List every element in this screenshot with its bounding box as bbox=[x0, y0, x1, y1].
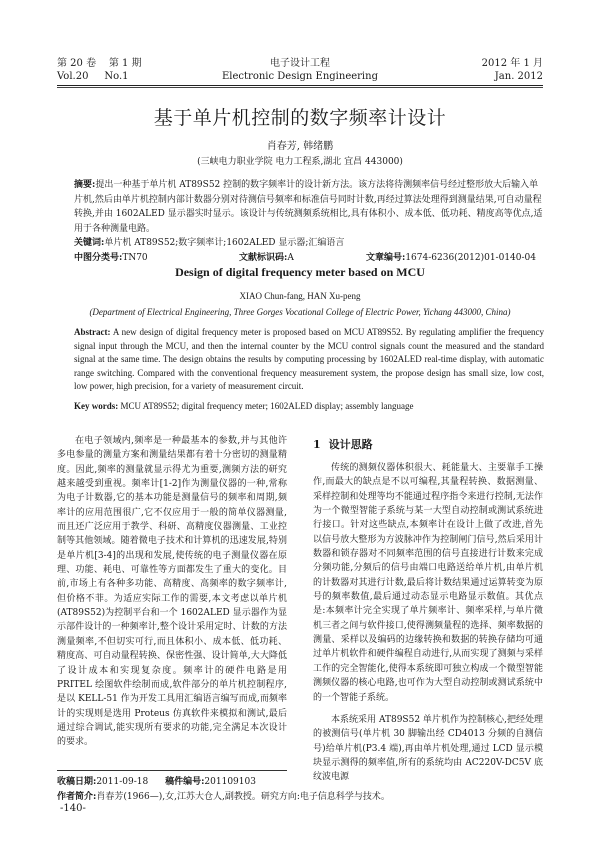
abstract-en bbox=[74, 326, 544, 394]
keywords-en-text: MCU AT89S52; digital frequency meter; 1602ALED display; assembly language bbox=[120, 401, 414, 411]
footnote-rule bbox=[57, 770, 287, 771]
date-en: Jan. 2012 bbox=[494, 71, 543, 82]
section-1-title: 设计思路 bbox=[328, 438, 373, 451]
section-1-heading bbox=[313, 436, 373, 452]
doc-code: 文献标识码:A bbox=[239, 253, 294, 263]
header-rule-thin bbox=[57, 87, 543, 88]
keywords-cn bbox=[74, 236, 544, 251]
abstract-cn bbox=[74, 178, 544, 236]
abstract-cn-label: 摘要: bbox=[74, 180, 96, 190]
body-right-paragraph-2: 本系统采用 AT89S52 单片机作为控制核心,把经处理的被测信号(单片机 30 脚输出经 CD4013 分频的自测信号)给单片机(P3.4 端),再由单片机处理,通过 LCD 显示模块显示测得的频率值,所有的系统均由 AC220V-DC5V 底纹波电源 bbox=[313, 715, 543, 783]
abstract-cn-text: 提出一种基于单片机 AT89S52 控制的数字频率计的设计新方法。该方法将待测频率信号经过整形放大后输入单片机,然后由单片机控制内部计数器分别对待测信号频率和标准信号同时计数,再经过算法处理得到测量结果,可自动量程转换,并由 1602ALED 显示器实时显示。该设计与传统测频系统相比,具有体积小、成本低、低功耗、精度高等优点,适用于各种测量电路。 bbox=[74, 180, 543, 234]
journal-en: Electronic Design Engineering bbox=[222, 71, 378, 82]
authors-cn: 肖春芳, 韩绪鹏 bbox=[266, 141, 334, 152]
volume-cn: 第 20 卷 bbox=[57, 58, 97, 69]
authors-en: XIAO Chun-fang, HAN Xu-peng bbox=[239, 291, 361, 301]
paper-title-en: Design of digital frequency meter based on MCU bbox=[175, 265, 425, 279]
keywords-en bbox=[74, 401, 544, 411]
keywords-cn-label: 关键词: bbox=[74, 238, 105, 248]
issue-cn: 第 1 期 bbox=[108, 58, 142, 69]
affiliation-en: (Department of Electrical Engineering, Three Gorges Vocational College of Electric Power, Yichang 443000, China) bbox=[89, 307, 511, 317]
affiliation-cn: (三峡电力职业学院 电力工程系,湖北 宜昌 443000) bbox=[197, 157, 403, 167]
page-number: -140- bbox=[60, 803, 86, 814]
abstract-en-text: A new design of digital frequency meter is proposed based on MCU AT89S52. By regulating amplifier the frequency signal input through the MCU, and then the internal counter by the MCU control signals count the measured and the standard signal at the same time. The design obtains the results by computing processing by 1602ALED real-time display, with automatic range switching. Compared with the conventional frequency measurement system, the propose design has small size, low cost, low power, high precision, for a variety of measurement circuit. bbox=[74, 327, 544, 391]
running-header bbox=[57, 57, 543, 85]
clc-code: 中图分类号:TN70 bbox=[74, 253, 148, 263]
body-right-paragraph-1: 传统的测频仪器体积很大、耗能量大、主要靠手工操作,而最大的缺点是不以可编程,其量程转换、数据测量、采样控制和处理等均不能通过程序指令来进行控制,无法作为一个微型智能子系统与某一大型自动控制或测试系统进行接口。针对这些缺点,本频率计在设计上做了改进,首先以信号放大整形为方波脉冲作为控制闸门信号,然后采用计数器和锁存器对不同频率范围的信号直接进行计数来完成分频功能,分频后的信号由端口电路送给单片机,由单片机的计数器对其进行计数,最后将计数结果通过运算转变为原号的频率数值,最后通过动态显示电路显示数值。其优点是:本频率计完全实现了单片频率计、频率采样,与单片微机三者之间与软件接口,使得测频量程的选择、频率数据的测量、采样以及编码的边缘转换和数据的转换存储均可通过单片机软件和硬件编程自动进行,从而实现了测频与采样工作的完全智能化,使得本系统即可独立构成一个微型智能测频仪器的核心电路,也可作为大型自动控制或测试系统中的一个智能子系统。 bbox=[313, 463, 543, 703]
issue-en: No.1 bbox=[104, 71, 129, 82]
classification-row bbox=[74, 250, 544, 264]
footnote-author: 作者简介:肖春芳(1966—),女,江苏大仓人,副教授。研究方向:电子信息科学与技术。 bbox=[57, 792, 390, 802]
keywords-cn-text: 单片机 AT89S52;数字频率计;1602ALED 显示器;汇编语言 bbox=[104, 238, 345, 248]
keywords-en-label: Key words: bbox=[74, 401, 119, 411]
footnote-dates: 收稿日期:2011-09-18 稿件编号:201109103 bbox=[57, 777, 256, 787]
section-1-number: 1 bbox=[313, 438, 321, 451]
date-cn: 2012 年 1 月 bbox=[481, 58, 543, 69]
header-rule bbox=[57, 85, 543, 86]
volume-en: Vol.20 bbox=[57, 71, 89, 82]
journal-cn: 电子设计工程 bbox=[270, 58, 330, 69]
abstract-en-label: Abstract: bbox=[74, 327, 111, 337]
body-left-column: 在电子领域内,频率是一种最基本的参数,并与其他许多电参量的测量方案和测量结果都有着十分密切的测量精度。因此,频率的测量就显示得尤为重要,测频方法的研究越来越受到重视。频率计[1-2]作为测量仪器的一种,常称为电子计数器,它的基本功能是测量信号的频率和周期,频率计的应用范围很广,它不仅应用于一般的简单仪器测量,而且还广泛应用于教学、科研、高精度仪器测量、工业控制等其他领域。随着微电子技术和计算机的迅速发展,特别是单片机[3-4]的出现和发展,使传统的电子测量仪器在原理、功能、耗电、可靠性等方面都发生了重大的变化。目前,市场上有各种多功能、高精度、高频率的数字频率计,但价格不菲。为适应实际工作的需要,本文考虑以单片机(AT89S52)为控制平台和一个 1602ALED 显示器作为显示部件设计的一种频率计,整个设计采用定时、计数的方法测量频率,不但切实可行,而且体积小、成本低、低功耗、精度高、可自动量程转换、保密性强、设计简单,大大降低了设计成本和实现复杂度。频率计的硬件电路是用 PRITEL 绘图软件绘制而成,软件部分的单片机控制程序,是以 KELL-51 作为开发工具用汇编语言编写而成,而频率计的实现则是选用 Proteus 仿真软件来模拟和测试,最后通过综合调试,能实现所有要求的功能,完全满足本次设计的要求。 bbox=[57, 436, 287, 748]
article-id: 文章编号:1674-6236(2012)01-0140-04 bbox=[366, 253, 536, 263]
issue-date bbox=[482, 57, 543, 83]
paper-title-cn: 基于单片机控制的数字频率计设计 bbox=[153, 107, 447, 129]
journal-name bbox=[57, 57, 543, 83]
